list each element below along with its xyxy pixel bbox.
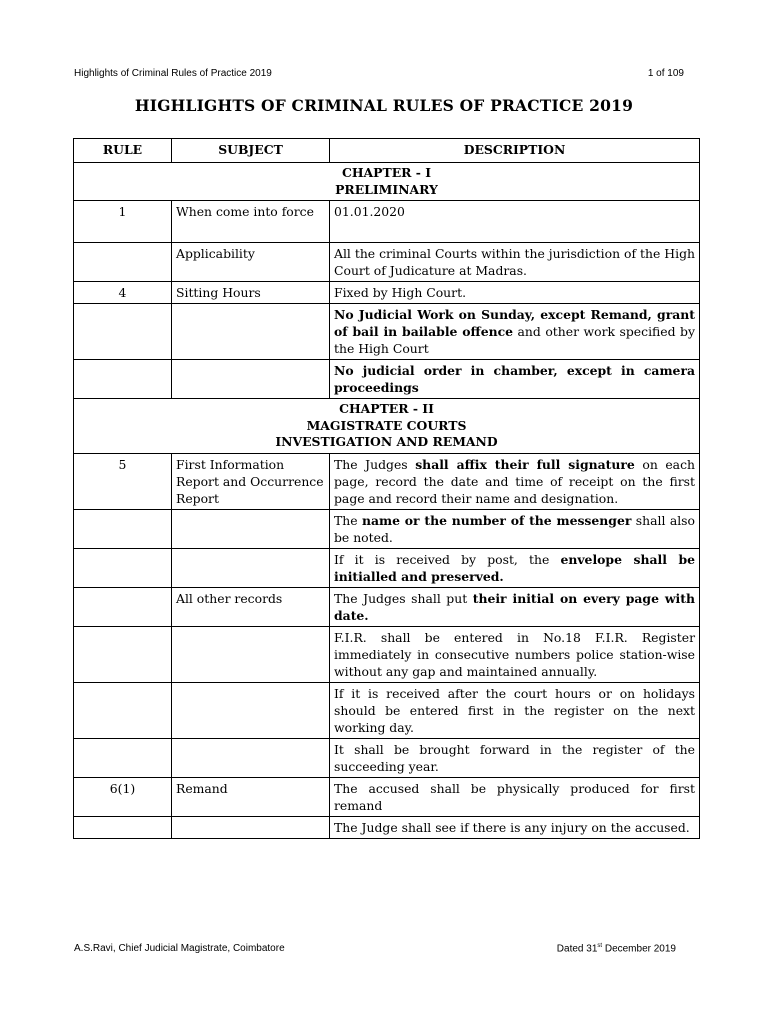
description-text: If it is received after the court hours or on holidays should be entered first in the register on the next working day. <box>334 685 695 735</box>
footer-author: A.S.Ravi, Chief Judicial Magistrate, Coimbatore <box>74 943 285 954</box>
table-row <box>74 509 700 548</box>
page-number: 1 of 109 <box>647 68 684 79</box>
rule-cell <box>74 587 172 626</box>
subject-cell <box>172 304 330 360</box>
footer-date-month-year: December 2019 <box>602 943 676 955</box>
description-text: shall also be noted. <box>334 512 695 545</box>
rule-cell <box>74 360 172 399</box>
description-cell <box>330 304 700 360</box>
rule-cell <box>74 304 172 360</box>
subject-cell <box>172 360 330 399</box>
footer-date-suffix-sup: st <box>597 943 603 949</box>
subject-cell: Remand <box>172 777 330 816</box>
description-text: All the criminal Courts within the jurisdiction of the High Court of Judicature at Madras. <box>334 246 695 278</box>
footer-date-prefix: Dated 31 <box>556 943 598 955</box>
rule-cell <box>74 816 172 838</box>
table-row <box>74 282 700 304</box>
table-row <box>74 201 700 243</box>
page-footer <box>74 943 698 957</box>
subject-cell: When come into force <box>172 201 330 243</box>
table-row <box>74 453 700 509</box>
chapter-title: PRELIMINARY <box>335 181 438 197</box>
table-row <box>74 304 700 360</box>
footer-date <box>557 943 676 954</box>
description-bold-text: shall affix their full signature <box>415 456 635 472</box>
table-row <box>74 738 700 777</box>
table-row <box>74 816 700 838</box>
description-cell <box>330 282 700 304</box>
column-header-subject: SUBJECT <box>172 139 330 163</box>
description-text: on each page, record the date and time of receipt on the first page and record their name and designation. <box>334 456 695 506</box>
description-bold-text: No judicial order in chamber, except in camera proceedings <box>334 363 695 395</box>
description-text: 01.01.2020 <box>334 204 405 219</box>
chapter-heading <box>74 163 700 201</box>
rule-cell: 1 <box>74 201 172 243</box>
description-text: If it is received by post, the <box>334 551 561 567</box>
description-text: The Judges shall put <box>334 590 473 606</box>
column-header-rule: RULE <box>74 139 172 163</box>
table-row <box>74 360 700 399</box>
page-header <box>74 68 698 82</box>
subject-cell: All other records <box>172 587 330 626</box>
subject-cell <box>172 626 330 682</box>
rule-cell <box>74 548 172 587</box>
rule-cell: 5 <box>74 453 172 509</box>
subject-cell <box>172 816 330 838</box>
column-header-description: DESCRIPTION <box>330 139 700 163</box>
description-cell <box>330 682 700 738</box>
table-row <box>74 682 700 738</box>
subject-cell: Sitting Hours <box>172 282 330 304</box>
subject-cell <box>172 738 330 777</box>
table-header-row <box>74 139 700 163</box>
description-text: The Judge shall see if there is any injury on the accused. <box>334 819 690 835</box>
document-title: HIGHLIGHTS OF CRIMINAL RULES OF PRACTICE 2019 <box>134 96 634 115</box>
description-cell <box>330 777 700 816</box>
description-text: and other work specified by the High Court <box>334 324 695 356</box>
description-bold-text: No Judicial Work on Sunday, except Remand, grant of bail in bailable offence <box>334 307 695 339</box>
description-cell <box>330 509 700 548</box>
description-bold-text: name or the number of the messenger <box>361 512 632 528</box>
subject-cell <box>172 509 330 548</box>
description-cell <box>330 587 700 626</box>
description-bold-text: envelope shall be initialled and preserved. <box>334 551 695 584</box>
chapter-number: CHAPTER - I <box>341 165 432 180</box>
description-cell <box>330 548 700 587</box>
description-cell <box>330 453 700 509</box>
description-cell <box>330 243 700 282</box>
description-cell <box>330 816 700 838</box>
chapter-heading <box>74 399 700 454</box>
description-text: The accused shall be physically produced for first remand <box>334 780 695 813</box>
description-cell <box>330 626 700 682</box>
rule-cell <box>74 243 172 282</box>
chapter-number: CHAPTER - II <box>339 401 434 416</box>
header-title: Highlights of Criminal Rules of Practice 2019 <box>74 68 272 79</box>
description-cell <box>330 201 700 243</box>
description-cell <box>330 360 700 399</box>
subject-cell: First Information Report and Occurrence Report <box>172 453 330 509</box>
description-text: It shall be brought forward in the register of the succeeding year. <box>334 741 695 774</box>
rule-cell: 4 <box>74 282 172 304</box>
chapter-row <box>74 399 700 454</box>
table-row <box>74 777 700 816</box>
table-row <box>74 626 700 682</box>
rule-cell <box>74 682 172 738</box>
rules-table <box>73 138 700 839</box>
chapter-title: MAGISTRATE COURTS <box>306 417 467 433</box>
description-text: The Judges <box>334 456 416 472</box>
table-row <box>74 587 700 626</box>
chapter-subtitle: INVESTIGATION AND REMAND <box>275 434 498 449</box>
chapter-row <box>74 163 700 201</box>
subject-cell: Applicability <box>172 243 330 282</box>
rule-cell: 6(1) <box>74 777 172 816</box>
description-text: Fixed by High Court. <box>334 285 467 300</box>
table-row <box>74 243 700 282</box>
table-row <box>74 548 700 587</box>
description-bold-text: their initial on every page with date. <box>334 590 695 623</box>
description-cell <box>330 738 700 777</box>
subject-cell <box>172 682 330 738</box>
rule-cell <box>74 509 172 548</box>
rule-cell <box>74 626 172 682</box>
rule-cell <box>74 738 172 777</box>
description-text: F.I.R. shall be entered in No.18 F.I.R. Register immediately in consecutive numbers police station-wise without any gap and maintained annually. <box>334 629 695 679</box>
description-text: The <box>334 512 362 528</box>
subject-cell <box>172 548 330 587</box>
